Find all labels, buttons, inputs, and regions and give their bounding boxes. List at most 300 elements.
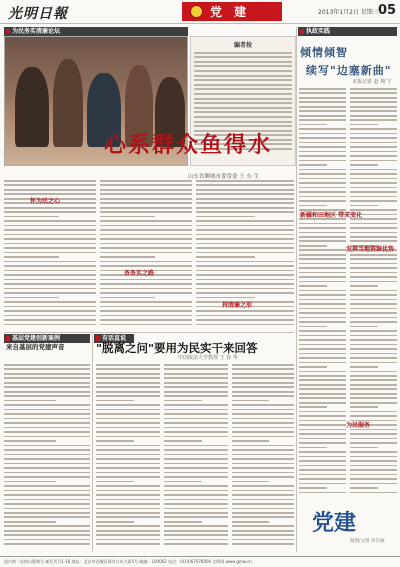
text-line (299, 375, 346, 377)
right-sub-head-2: 发挥当地资源优势 (346, 246, 395, 253)
text-line (96, 508, 160, 510)
text-line (164, 368, 228, 370)
text-line (299, 290, 346, 292)
text-line (350, 115, 397, 117)
section-divider (4, 332, 294, 333)
text-line (4, 436, 90, 438)
text-line (299, 344, 346, 346)
text-line (350, 402, 397, 404)
text-line (350, 178, 397, 180)
issue-date: 2013年1月2日 星期三 (318, 9, 379, 16)
text-line (350, 456, 397, 458)
text-line (96, 490, 160, 492)
text-line (4, 427, 90, 429)
text-line (350, 272, 397, 274)
text-line (299, 317, 346, 319)
text-line (164, 454, 228, 456)
text-line (299, 379, 346, 381)
text-line (350, 492, 397, 494)
text-line (350, 196, 397, 198)
text-line (4, 395, 90, 397)
text-line (164, 534, 228, 536)
text-line (4, 252, 96, 254)
text-line (196, 265, 294, 267)
text-line (196, 315, 294, 317)
text-line (196, 324, 294, 326)
text-line (299, 160, 346, 162)
text-line (196, 243, 294, 245)
text-line (232, 481, 269, 483)
text-line (96, 521, 134, 523)
text-line (232, 422, 294, 424)
text-line (4, 265, 96, 267)
text-line (299, 164, 327, 166)
text-line (299, 406, 327, 408)
text-line (299, 232, 346, 234)
text-line (100, 243, 192, 245)
lead-headline: 心系群众鱼得水 (104, 132, 273, 158)
editor-note-title: 编者按 (233, 42, 252, 49)
text-line (194, 61, 292, 63)
text-line (194, 84, 292, 86)
text-line (196, 193, 294, 195)
text-line (299, 357, 346, 359)
text-line (96, 472, 160, 474)
text-line (232, 508, 294, 510)
text-line (350, 276, 397, 278)
text-line (194, 52, 292, 54)
text-line (299, 267, 346, 269)
text-line (194, 111, 292, 113)
text-line (350, 240, 397, 242)
text-line (100, 198, 192, 200)
text-line (299, 97, 346, 99)
text-line (299, 393, 346, 395)
text-line (4, 261, 96, 263)
right-byline: 本报记者 赵 翔 宁 (352, 79, 392, 85)
text-line (96, 481, 134, 483)
text-line (299, 492, 346, 494)
masthead (0, 0, 400, 24)
text-line (4, 283, 96, 285)
text-line (4, 274, 96, 276)
text-line (232, 364, 294, 366)
right-sub-head-3: 为民服务 (346, 422, 371, 429)
text-line (4, 238, 96, 240)
text-line (299, 133, 346, 135)
text-line (232, 516, 294, 518)
text-line (96, 400, 134, 402)
text-line (96, 368, 160, 370)
text-line (232, 472, 294, 474)
text-line (196, 229, 294, 231)
text-line (196, 310, 294, 312)
text-line (194, 65, 292, 67)
text-line (299, 178, 346, 180)
text-line (96, 382, 160, 384)
text-line (350, 321, 397, 323)
section-stamp: 党建 (312, 510, 357, 536)
text-line (232, 525, 294, 527)
article-column (96, 364, 160, 552)
text-line (164, 521, 202, 523)
text-line (350, 371, 397, 373)
case-box-title: 来自基层的党建声音 (6, 343, 65, 351)
text-line (4, 525, 90, 527)
sub-head-3: 持清廉之形 (222, 302, 253, 309)
text-line (299, 353, 346, 355)
text-line (164, 503, 228, 505)
text-line (100, 252, 192, 254)
text-line (4, 386, 90, 388)
text-line (350, 474, 397, 476)
text-line (232, 534, 294, 536)
text-line (299, 276, 346, 278)
text-line (4, 508, 90, 510)
article-column (100, 180, 192, 330)
text-line (299, 281, 346, 283)
text-line (4, 422, 90, 424)
text-line (299, 245, 327, 247)
text-line (299, 339, 346, 341)
text-line (100, 315, 192, 317)
text-line (4, 458, 90, 460)
text-line (100, 202, 192, 204)
text-line (96, 534, 160, 536)
text-line (4, 440, 56, 442)
text-line (299, 384, 346, 386)
text-line (96, 539, 160, 541)
text-line (299, 415, 346, 417)
text-line (4, 301, 96, 303)
text-line (350, 151, 397, 153)
text-line (194, 107, 292, 109)
stamp-byline: 题图/文图 徐京丽 (350, 539, 385, 544)
text-line (164, 377, 228, 379)
article-column (232, 364, 294, 552)
text-line (299, 155, 346, 157)
text-line (96, 440, 134, 442)
text-line (350, 137, 397, 139)
column-head-cases: 基层党建创新案例 (4, 334, 90, 343)
text-line (4, 516, 90, 518)
text-line (299, 294, 346, 296)
text-line (4, 315, 96, 317)
text-line (350, 200, 397, 202)
text-line (350, 339, 397, 341)
text-line (164, 516, 228, 518)
article-column (4, 364, 90, 552)
column-head-practice: 执政实践 (298, 27, 397, 36)
text-line (164, 436, 228, 438)
text-line (350, 411, 397, 413)
text-line (4, 189, 96, 191)
text-line (164, 373, 228, 375)
text-line (350, 164, 378, 166)
text-line (96, 404, 160, 406)
text-line (299, 128, 346, 130)
text-line (4, 225, 96, 227)
text-line (196, 202, 294, 204)
text-line (350, 299, 397, 301)
text-line (350, 187, 397, 189)
text-line (96, 512, 160, 514)
text-line (96, 409, 160, 411)
text-line (194, 102, 292, 104)
sub-head-1: 怀为民之心 (30, 198, 61, 205)
text-line (299, 236, 346, 238)
text-line (96, 503, 160, 505)
text-line (196, 252, 294, 254)
text-line (196, 220, 294, 222)
text-line (299, 106, 346, 108)
text-line (96, 454, 160, 456)
text-line (350, 330, 397, 332)
text-line (100, 189, 192, 191)
text-line (4, 297, 59, 299)
text-line (350, 128, 397, 130)
right-headline-2: 续写"边塞新曲" (306, 64, 392, 77)
text-line (350, 442, 397, 444)
text-line (232, 409, 294, 411)
text-line (4, 220, 96, 222)
text-line (232, 521, 269, 523)
text-line (232, 386, 294, 388)
text-line (96, 530, 160, 532)
text-line (164, 391, 228, 393)
text-line (196, 238, 294, 240)
text-line (232, 543, 294, 545)
text-line (299, 151, 346, 153)
text-line (96, 467, 160, 469)
text-line (4, 319, 96, 321)
text-line (100, 234, 192, 236)
text-line (232, 463, 294, 465)
text-line (164, 476, 228, 478)
text-line (4, 481, 56, 483)
text-line (350, 294, 397, 296)
text-line (350, 384, 397, 386)
text-line (299, 191, 346, 193)
text-line (299, 420, 346, 422)
text-line (4, 247, 96, 249)
text-line (96, 449, 160, 451)
right-sub-head-1: 新疆和田地区 带来变化 (300, 212, 363, 219)
text-line (232, 368, 294, 370)
text-line (299, 146, 346, 148)
text-line (4, 490, 90, 492)
text-line (196, 216, 255, 218)
text-line (164, 463, 228, 465)
text-line (232, 382, 294, 384)
text-line (232, 512, 294, 514)
text-line (299, 483, 346, 485)
text-line (299, 254, 346, 256)
text-line (100, 225, 192, 227)
text-line (299, 424, 346, 426)
text-line (350, 133, 397, 135)
text-line (4, 494, 90, 496)
text-line (350, 281, 397, 283)
text-line (164, 386, 228, 388)
text-line (232, 436, 294, 438)
text-line (4, 485, 90, 487)
text-line (4, 503, 90, 505)
text-line (164, 530, 228, 532)
text-line (299, 335, 346, 337)
text-line (194, 98, 292, 100)
text-line (194, 88, 292, 90)
text-line (100, 283, 192, 285)
text-line (232, 490, 294, 492)
text-line (96, 476, 160, 478)
text-line (299, 142, 346, 144)
text-line (164, 525, 228, 527)
text-line (96, 364, 160, 366)
text-line (4, 391, 90, 393)
text-line (350, 285, 378, 287)
text-line (232, 449, 294, 451)
text-line (100, 247, 192, 249)
text-line (164, 481, 202, 483)
text-line (232, 494, 294, 496)
text-line (350, 397, 397, 399)
text-line (232, 418, 294, 420)
text-line (299, 371, 346, 373)
text-line (100, 184, 192, 186)
text-line (164, 395, 228, 397)
text-line (164, 458, 228, 460)
text-line (350, 155, 397, 157)
text-line (232, 485, 294, 487)
text-line (299, 88, 346, 90)
text-line (100, 265, 192, 267)
text-line (4, 530, 90, 532)
text-line (164, 404, 228, 406)
text-line (299, 411, 346, 413)
text-line (350, 191, 397, 193)
text-line (299, 388, 346, 390)
text-line (4, 306, 96, 308)
text-line (232, 427, 294, 429)
text-line (299, 196, 346, 198)
text-line (299, 456, 346, 458)
text-line (4, 463, 90, 465)
text-line (299, 263, 346, 265)
text-line (299, 299, 346, 301)
text-line (350, 308, 397, 310)
text-line (164, 499, 228, 501)
text-line (350, 326, 378, 328)
text-line (350, 483, 397, 485)
text-line (96, 418, 160, 420)
text-line (4, 534, 90, 536)
text-line (196, 189, 294, 191)
text-line (299, 187, 346, 189)
text-line (100, 211, 192, 213)
text-line (350, 227, 397, 229)
text-line (350, 263, 397, 265)
text-line (164, 445, 228, 447)
text-line (164, 508, 228, 510)
text-line (299, 92, 346, 94)
text-line (96, 373, 160, 375)
text-line (350, 375, 397, 377)
text-line (4, 445, 90, 447)
text-line (96, 427, 160, 429)
text-line (232, 454, 294, 456)
text-line (4, 279, 96, 281)
text-line (164, 543, 228, 545)
text-line (196, 184, 294, 186)
text-line (232, 404, 294, 406)
text-line (196, 234, 294, 236)
text-line (299, 308, 346, 310)
text-line (100, 310, 192, 312)
text-line (96, 499, 160, 501)
text-line (4, 521, 56, 523)
text-line (299, 137, 346, 139)
text-line (4, 467, 90, 469)
text-line (350, 357, 397, 359)
text-line (164, 409, 228, 411)
column-divider (296, 27, 297, 552)
text-line (350, 232, 397, 234)
text-line (350, 223, 397, 225)
text-line (299, 447, 327, 449)
text-line (4, 382, 90, 384)
text-line (350, 303, 397, 305)
text-line (96, 436, 160, 438)
text-line (100, 193, 192, 195)
text-line (299, 402, 346, 404)
text-line (164, 382, 228, 384)
text-line (4, 431, 90, 433)
text-line (4, 256, 59, 258)
text-line (4, 216, 59, 218)
text-line (196, 211, 294, 213)
text-line (299, 227, 346, 229)
text-line (350, 451, 397, 453)
text-line (299, 200, 346, 202)
text-line (232, 400, 269, 402)
text-line (164, 512, 228, 514)
text-line (4, 373, 90, 375)
text-line (350, 267, 397, 269)
text-line (299, 469, 346, 471)
text-line (350, 317, 397, 319)
text-line (4, 180, 96, 182)
text-line (96, 463, 160, 465)
text-line (299, 173, 346, 175)
text-line (299, 442, 346, 444)
text-line (4, 364, 90, 366)
text-line (100, 220, 192, 222)
text-line (350, 335, 397, 337)
text-line (350, 97, 397, 99)
text-line (4, 243, 96, 245)
text-line (196, 180, 294, 182)
text-line (4, 449, 90, 451)
text-line (96, 431, 160, 433)
text-line (196, 288, 294, 290)
text-line (4, 377, 90, 379)
text-line (299, 223, 346, 225)
text-line (299, 169, 346, 171)
page-footer: 国内统一连续出版物号 邮发代号1-16 地址：北京市西城区珠市口东大街5号 邮编：100062 电话：(010)67078000 光明网 www.gmw.cn (0, 556, 400, 567)
text-line (164, 440, 202, 442)
text-line (350, 146, 397, 148)
